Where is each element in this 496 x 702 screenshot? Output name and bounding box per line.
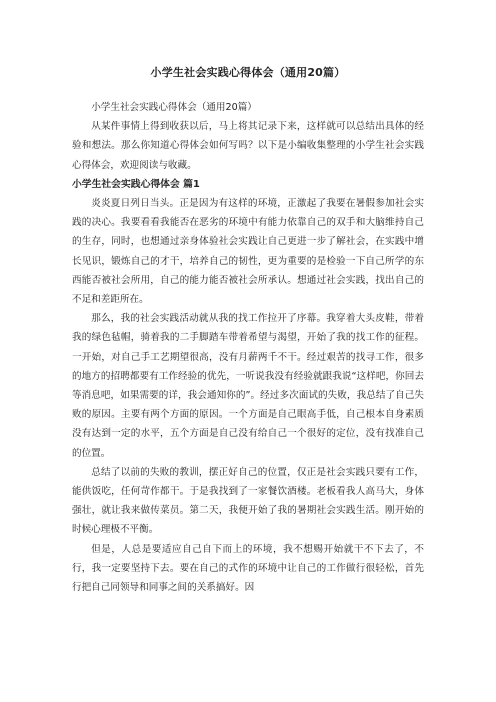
document-page (72, 60, 424, 597)
intro-paragraph: 从某件事情上得到收获以后，马上将其记录下来，这样就可以总结出具体的经验和想法。那么你知道心得体会如何写吗？以下是小编收集整理的小学生社会实践心得体会，欢迎阅读与收藏。 (72, 121, 424, 171)
body-paragraph-3: 总结了以前的失败的教训，摆正好自己的位置，仅正是社会实践只要有工作，能供饭吃，任何苛作都干。于是我找到了一家餐饮酒楼。老板看我人高马大，身体强壮，就让我来做传菜员。第二天，我便开始了我的暑期社会实践生活。刚开始的时候心理极不平衡。 (72, 466, 424, 536)
body-paragraph-2: 那么，我的社会实践活动就从我的找工作拉开了序幕。我穿着大头皮鞋，带着我的绿色毡帽，骑着我的二手脚踏车带着希望与渴望，开始了我的找工作的征程。一开始，对自己手工艺期望很高，没有月薪两千不干。经过艰苦的找寻工作，很多的地方的招聘都要有工作经验的优先，一听说我没有经验就跟我说“这样吧，你回去等消息吧，如果需要的详，我会通知你的”。经过多次面试的失败，我总结了自己失败的原因。主要有两个方面的原因。一个方面是自己眼高手低，自己根本自身素质没有达到一定的水平，五个方面是自己没有给自己一个很好的定位，没有找准自己的位置。 (72, 313, 424, 459)
document-title: 小学生社会实践心得体会（通用20篇） (150, 66, 346, 79)
body-paragraph-1: 炎炎夏日列日当头。正是因为有这样的环境，正激起了我要在暑假参加社会实践的决心。我要看看我能否在恶劣的环境中有能力依靠自己的双手和大脑维持自己的生存，同时，也想通过亲身体验社会实践让自己更进一步了解社会，在实践中增长见识，锻炼自己的才干，培养自己的韧性，更为重要的是检验一下自己所学的东西能否被社会所用，自己的能力能否被社会所承认。想通过社会实践，找出自己的不足和差距所在。 (72, 198, 424, 306)
subtitle-line: 小学生社会实践心得体会（通用20篇） (91, 102, 257, 113)
section-heading: 小学生社会实践心得体会 篇1 (72, 178, 200, 190)
body-paragraph-4: 但是，人总是要适应自己自下而上的环境，我不想赐开始就干不下去了，不行，我一定要坚持下去。要在自己的式作的环境中让自己的工作做行很轻松，首先行把自己同领导和同事之间的关系搞好。因 (72, 543, 424, 594)
